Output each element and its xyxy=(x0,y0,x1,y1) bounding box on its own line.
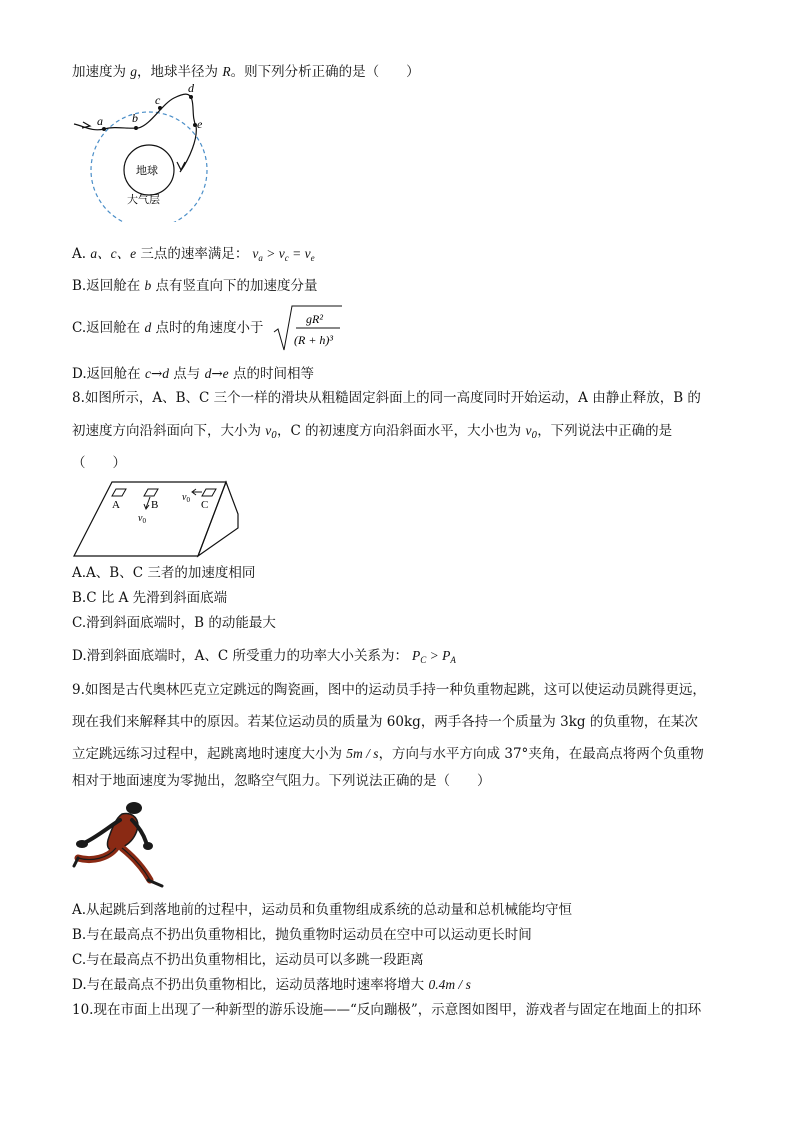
point-b-dot xyxy=(134,126,138,130)
formula-op: = v xyxy=(288,246,311,261)
q9-option-c: C.与在最高点不扔出负重物相比，运动员可以多跳一段距离 xyxy=(72,952,424,968)
label-b: B xyxy=(151,499,159,511)
option-label: A. xyxy=(72,246,91,262)
label-v0-c xyxy=(182,492,190,504)
arrow-icon: → xyxy=(150,366,163,382)
q7-option-a-vars: a、c、e xyxy=(90,246,137,261)
q9-mass-athlete: 60kg xyxy=(386,714,421,730)
q7-option-d xyxy=(72,364,314,384)
q7-option-a-formula xyxy=(252,246,314,261)
formula-sub: A xyxy=(450,655,456,665)
q9-stem-line3 xyxy=(72,744,704,764)
jumper-weight-back xyxy=(76,840,88,848)
q7-stem-text-3: 。则下列分析正确的是（ ） xyxy=(230,64,420,80)
formula-sub: 0 xyxy=(186,496,190,504)
q7-option-c-var: d xyxy=(144,320,152,335)
jumper-head xyxy=(126,802,142,814)
q7-option-c-sqrt xyxy=(272,302,344,354)
formula-sub: 0 xyxy=(271,431,278,441)
q8-option-b: B.C 比 A 先滑到斜面底端 xyxy=(72,590,228,606)
q8-stem-text-2: ，C 的初速度方向沿斜面水平，大小也为 xyxy=(277,423,526,439)
q9-stem-line4: 相对于地面速度为零抛出，忽略空气阻力。下列说法正确的是（ ） xyxy=(72,773,491,789)
q8-option-d-text: D.滑到斜面底端时，A、C 所受重力的功率大小关系为： xyxy=(72,648,409,664)
formula-v: v xyxy=(252,246,259,261)
q9-stem-text-2: ，两手各持一个质量为 xyxy=(420,714,561,730)
q7-var-R: R xyxy=(222,64,231,79)
q8-stem-text: 初速度方向沿斜面向下，大小为 xyxy=(72,423,266,439)
q9-stem-line1: 9.如图是古代奥林匹克立定跳远的陶瓷画，图中的运动员手持一种负重物起跳，这可以使运动员跳得更远， xyxy=(72,682,706,698)
q8-option-a: A.A、B、C 三者的加速度相同 xyxy=(72,565,256,581)
q7-option-b-var: b xyxy=(144,278,152,293)
trajectory-arrow-icon xyxy=(82,122,90,128)
sqrt-denominator: (R + h)³ xyxy=(294,333,334,347)
q7-option-c xyxy=(72,318,263,338)
formula-sub: 0 xyxy=(142,517,146,525)
label-c: C xyxy=(201,499,209,511)
formula-sub: c xyxy=(284,253,289,263)
q9-jumper-painting xyxy=(72,800,172,892)
block-c xyxy=(202,489,216,496)
q7-option-c-text-2: 点时的角速度小于 xyxy=(151,320,264,336)
q9-option-d-value: 0.4m / s xyxy=(428,977,471,992)
q7-option-b-text-2: 点有竖直向下的加速度分量 xyxy=(151,278,318,294)
label-v0-b xyxy=(138,513,146,525)
block-a xyxy=(112,489,126,496)
jumper-foot-back xyxy=(74,858,78,866)
q7-option-d-text-2: 点与 xyxy=(169,366,205,382)
q8-option-d xyxy=(72,646,456,670)
q9-stem-line2 xyxy=(72,712,698,732)
point-d-label: d xyxy=(188,82,194,95)
point-e-label: e xyxy=(197,117,203,131)
formula-v: v xyxy=(525,423,532,438)
q7-option-b xyxy=(72,276,318,296)
formula-P: P xyxy=(412,648,421,663)
q7-stem xyxy=(72,62,420,82)
atmosphere-label: 大气层 xyxy=(127,193,160,206)
q9-mass-weight: 3kg xyxy=(560,714,586,730)
q7-orbit-figure xyxy=(70,82,220,222)
q8-stem-line1: 8.如图所示，A、B、C 三个一样的滑块从粗糙固定斜面上的同一高度同时开始运动，A 由静止释放，B 的 xyxy=(72,390,701,406)
point-d-dot xyxy=(189,95,193,99)
q7-option-d-var: d xyxy=(162,366,169,381)
q7-option-b-text: B.返回舱在 xyxy=(72,278,145,294)
q9-speed: 5m / s xyxy=(346,746,379,761)
formula-sub: e xyxy=(310,253,315,263)
q8-option-d-formula xyxy=(412,648,456,663)
formula-op: > P xyxy=(426,648,451,663)
formula-sub: 0 xyxy=(531,431,538,441)
q9-stem-text: 现在我们来解释其中的原因。若某位运动员的质量为 xyxy=(72,714,387,730)
jumper-leg-front xyxy=(122,848,150,880)
q7-var-g: g xyxy=(130,64,138,79)
label-a: A xyxy=(112,499,120,511)
point-a-label: a xyxy=(97,114,103,128)
formula-sub: C xyxy=(420,655,427,665)
formula-v: v xyxy=(182,492,187,503)
sqrt-numerator: gR² xyxy=(306,312,323,326)
q9-option-a: A.从起跳后到落地前的过程中，运动员和负重物组成系统的总动量和总机械能均守恒 xyxy=(72,902,573,918)
q7-option-a xyxy=(72,244,315,268)
q9-stem-text: 立定跳远练习过程中，起跳离地时速度大小为 xyxy=(72,746,347,762)
q10-stem-line1: 10.现在市面上出现了一种新型的游乐设施——“反向蹦极”，示意图如图甲，游戏者与固定在地面上的扣环 xyxy=(72,1002,702,1018)
q8-incline-figure xyxy=(72,478,242,560)
earth-label: 地球 xyxy=(136,164,158,177)
q8-option-c: C.滑到斜面底端时，B 的动能最大 xyxy=(72,615,276,631)
q9-option-b: B.与在最高点不扔出负重物相比，抛负重物时运动员在空中可以运动更长时间 xyxy=(72,927,532,943)
q9-option-d xyxy=(72,975,471,995)
formula-op: > v xyxy=(262,246,285,261)
formula-sub: a xyxy=(258,253,263,263)
q7-stem-text-2: ，地球半径为 xyxy=(137,64,223,80)
q7-option-d-text-3: 点的时间相等 xyxy=(228,366,314,382)
formula-v: v xyxy=(265,423,272,438)
block-b xyxy=(144,489,158,496)
jumper-weight-front xyxy=(143,842,153,850)
q9-stem-text-2: ，方向与水平方向成 37°夹角，在最高点将两个负重物 xyxy=(378,746,704,762)
q7-stem-text: 加速度为 xyxy=(72,64,131,80)
q7-option-c-text: C.返回舱在 xyxy=(72,320,145,336)
q7-option-a-text: 三点的速率满足： xyxy=(136,246,249,262)
point-b-label: b xyxy=(132,111,138,125)
q8-stem-text-3: ，下列说法中正确的是 xyxy=(537,423,673,439)
q7-option-d-text: D.返回舱在 xyxy=(72,366,145,382)
q8-stem-line2 xyxy=(72,421,672,446)
arrow-icon: → xyxy=(211,366,223,382)
q7-option-d-var: c xyxy=(144,366,151,381)
q7-option-d-var: e xyxy=(222,366,229,381)
point-c-label: c xyxy=(155,93,161,107)
q7-option-d-var: d xyxy=(204,366,212,381)
q9-stem-text-3: 的负重物，在某次 xyxy=(585,714,698,730)
formula-v: v xyxy=(138,513,143,524)
q9-option-d-text: D.与在最高点不扔出负重物相比，运动员落地时速率将增大 xyxy=(72,977,429,993)
q8-stem-line3: （ ） xyxy=(72,455,126,471)
